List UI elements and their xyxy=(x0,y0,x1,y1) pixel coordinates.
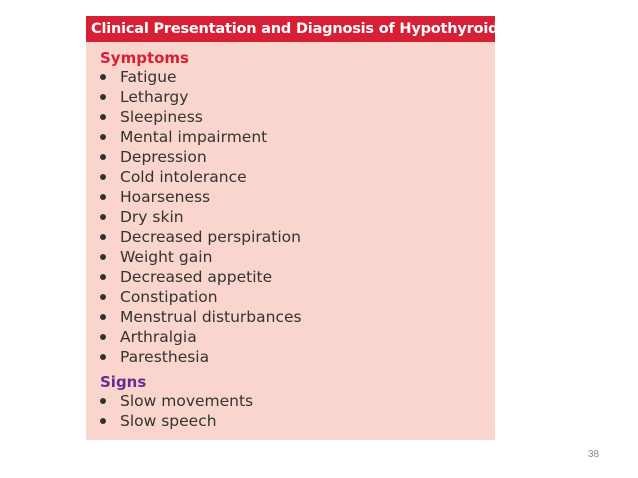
list-item xyxy=(100,87,302,107)
bullet-icon xyxy=(100,234,106,240)
list-item-label: Cold intolerance xyxy=(120,168,247,186)
list-item xyxy=(100,327,302,347)
list-item xyxy=(100,187,302,207)
bullet-icon xyxy=(100,418,106,424)
list-item xyxy=(100,107,302,127)
list-item-label: Fatigue xyxy=(120,68,177,86)
table-title-text: Clinical Presentation and Diagnosis of Hypothyroidism xyxy=(91,21,527,37)
bullet-icon xyxy=(100,114,106,120)
list-item xyxy=(100,307,302,327)
table-title xyxy=(86,16,532,42)
bullet-icon xyxy=(100,154,106,160)
bullet-icon xyxy=(100,194,106,200)
bullet-icon xyxy=(100,134,106,140)
symptoms-heading: Symptoms xyxy=(100,49,189,67)
list-item xyxy=(100,207,302,227)
list-item-label: Slow movements xyxy=(120,392,254,410)
signs-heading: Signs xyxy=(100,373,147,391)
list-item xyxy=(100,411,253,431)
list-item-label: Paresthesia xyxy=(120,348,210,366)
bullet-icon xyxy=(100,314,106,320)
list-item-label: Arthralgia xyxy=(120,328,197,346)
list-item xyxy=(100,247,302,267)
bullet-icon xyxy=(100,354,106,360)
list-item-label: Weight gain xyxy=(120,248,213,266)
list-item-label: Decreased appetite xyxy=(120,268,273,286)
list-item-label: Slow speech xyxy=(120,412,217,430)
list-item xyxy=(100,391,253,411)
list-item xyxy=(100,287,302,307)
bullet-icon xyxy=(100,254,106,260)
bullet-icon xyxy=(100,174,106,180)
list-item xyxy=(100,227,302,247)
list-item xyxy=(100,67,302,87)
bullet-icon xyxy=(100,398,106,404)
list-item-label: Menstrual disturbances xyxy=(120,308,302,326)
hypothyroidism-table xyxy=(86,16,532,440)
list-item-label: Decreased perspiration xyxy=(120,228,301,246)
bullet-icon xyxy=(100,294,106,300)
list-item xyxy=(100,347,302,367)
list-item-label: Dry skin xyxy=(120,208,184,226)
list-item-label: Depression xyxy=(120,148,207,166)
list-item xyxy=(100,147,302,167)
symptoms-list xyxy=(100,67,302,367)
list-item-label: Hoarseness xyxy=(120,188,211,206)
bullet-icon xyxy=(100,334,106,340)
bullet-icon xyxy=(100,74,106,80)
list-item-label: Lethargy xyxy=(120,88,189,106)
bullet-icon xyxy=(100,214,106,220)
list-item-label: Mental impairment xyxy=(120,128,268,146)
bullet-icon xyxy=(100,94,106,100)
list-item xyxy=(100,267,302,287)
title-superscript: 1 xyxy=(526,18,532,27)
signs-list xyxy=(100,391,253,431)
bullet-icon xyxy=(100,274,106,280)
list-item xyxy=(100,167,302,187)
list-item xyxy=(100,127,302,147)
list-item-label: Sleepiness xyxy=(120,108,203,126)
page-number: 38 xyxy=(588,449,600,460)
list-item-label: Constipation xyxy=(120,288,218,306)
